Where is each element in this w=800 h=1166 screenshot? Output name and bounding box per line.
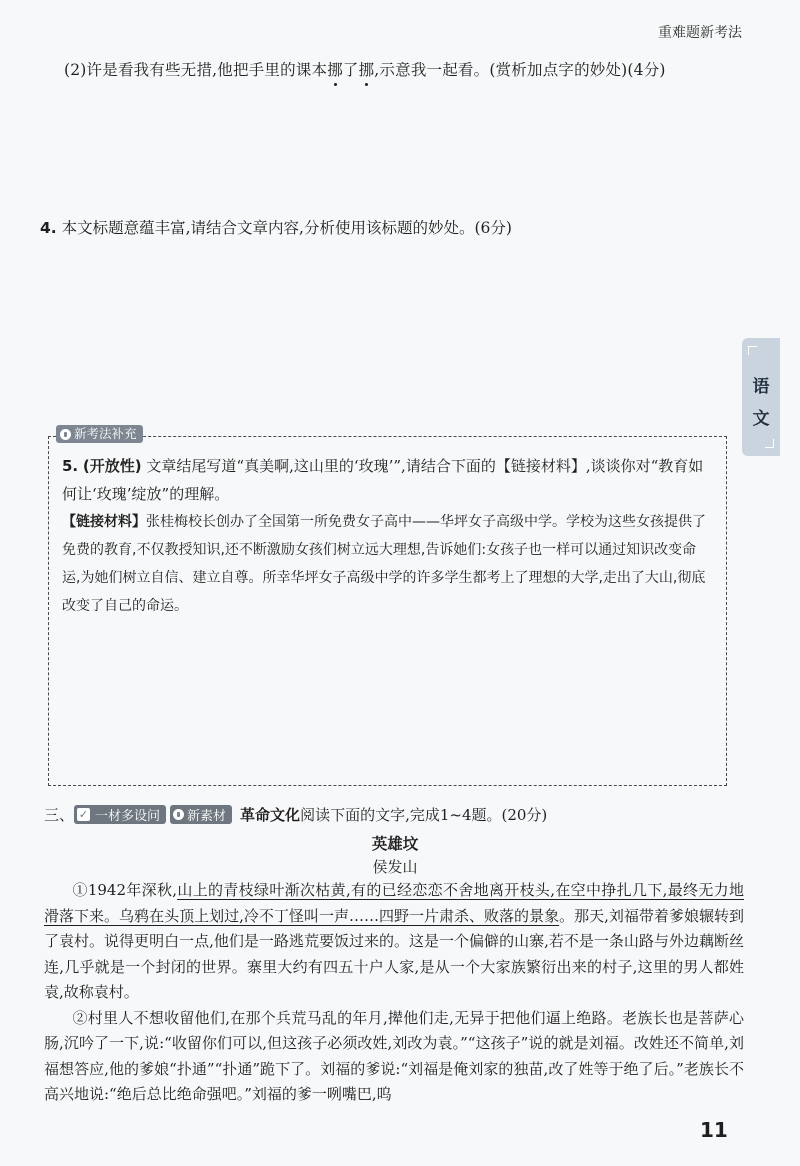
- article-body: [44, 878, 744, 1108]
- side-tab-char-2: 文: [752, 409, 770, 429]
- tag-new-material: [170, 805, 232, 824]
- material-text: 张桂梅校长创办了全国第一所免费女子高中——华坪女子高级中学。学校为这些女孩提供了免费的教育,不仅教授知识,还不断激励女孩们树立远大理想,告诉她们:女孩子也一样可以通过知识改变命运,为她们树立自信、建立自尊。所幸华坪女子高级中学的许多学生都考上了理想的大学,走出了大山,彻底改变了自己的命运。: [62, 514, 706, 614]
- p1-underlined-1: 山上的青枝绿叶渐次枯黄,有的已经恋恋不舍地离开枝头,在空中挣扎几下,最终无力地滑落下来。: [44, 881, 744, 925]
- article-author: 侯发山: [372, 858, 418, 876]
- supplement-tag-label: 新考法补充: [74, 426, 137, 441]
- section-3-heading: [44, 804, 547, 825]
- question-2: [64, 58, 666, 80]
- q2-suffix: ,示意我一起看。(赏析加点字的妙处)(4分): [374, 61, 666, 79]
- supplement-tag: [56, 425, 143, 443]
- tag-multi-question: [74, 805, 166, 824]
- material-label: 【链接材料】: [62, 514, 146, 530]
- question-4: [40, 216, 512, 238]
- section-3-topic: 革命文化: [240, 806, 301, 824]
- q2-dotted-char-2: 挪: [358, 61, 375, 79]
- article-title: 英雄坟: [371, 835, 419, 853]
- q4-text: 本文标题意蕴丰富,请结合文章内容,分析使用该标题的妙处。(6分): [56, 219, 512, 237]
- question-5: [62, 452, 712, 620]
- paragraph-1: [44, 878, 744, 1006]
- subject-side-tab: [742, 338, 780, 456]
- q5-type: (开放性): [82, 457, 142, 475]
- lightbulb-icon: [173, 809, 184, 820]
- p1-rest: 。那天,刘福带着爹娘辗转到了袁村。说得更明白一点,他们是一路逃荒要饭过来的。这是一个偏僻的山寨,若不是一条山路与外边藕断丝连,几乎就是一个封闭的世界。寨里大约有四五十户人家,是从一个大家族繁衍出来的村子,这里的男人都姓袁,故称袁村。: [44, 906, 744, 1001]
- bracket-corner-icon: [765, 439, 774, 448]
- paragraph-2: ②村里人不想收留他们,在那个兵荒马乱的年月,撵他们走,无异于把他们逼上绝路。老族长也是菩萨心肠,沉吟了一下,说:“收留你们可以,但这孩子必须改姓,刘改为袁。”“这孩子”说的就是刘福。改姓还不简单,刘福想答应,他的爹娘“扑通”“扑通”跪下了。刘福的爹说:“刘福是俺刘家的独苗,改了姓等于绝了后。”老族长不高兴地说:“绝后总比绝命强吧。”刘福的爹一咧嘴巴,呜: [44, 1008, 744, 1103]
- section-3-prefix: 三、: [44, 806, 75, 824]
- q2-dotted-char-1: 挪: [327, 61, 343, 79]
- tag-multi-question-label: 一材多设问: [95, 809, 161, 824]
- q2-mid: 了: [342, 61, 359, 79]
- q2-prefix: (2)许是看我有些无措,他把手里的课本: [64, 61, 328, 79]
- q5-number: 5.: [62, 457, 79, 475]
- running-header: 重难题新考法: [658, 25, 742, 41]
- q5-text: 文章结尾写道“真美啊,这山里的‘玫瑰’”,请结合下面的【链接材料】,谈谈你对“教育如何让‘玫瑰’绽放”的理解。: [62, 457, 704, 503]
- lightbulb-icon: [60, 429, 71, 440]
- tag-new-material-label: 新素材: [187, 809, 227, 824]
- q4-number: 4.: [40, 219, 57, 237]
- page-number: 11: [700, 1118, 728, 1142]
- p1-underlined-2: 乌鸦在头顶上划过,冷不丁怪叫一声……四野一片肃杀、败落的景象: [119, 906, 560, 925]
- section-3-instruction: 阅读下面的文字,完成1~4题。(20分): [300, 806, 548, 824]
- checkmark-icon: ✓: [78, 808, 89, 821]
- side-tab-char-1: 语: [752, 377, 770, 397]
- bracket-corner-icon: [748, 346, 757, 355]
- p1-start: ①1942年深秋,: [72, 881, 178, 899]
